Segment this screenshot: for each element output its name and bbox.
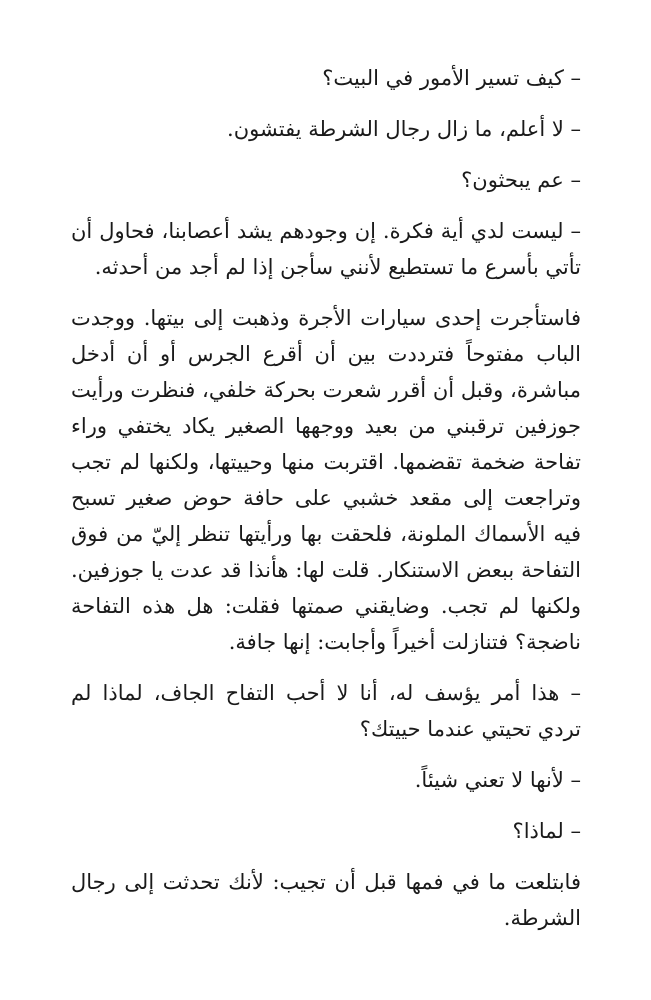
dialogue-line-home-question: – كيف تسير الأمور في البيت؟ — [322, 66, 581, 90]
dialogue-line-what-searching: – عم يبحثون؟ — [461, 168, 581, 192]
narrative-paragraph-police: فابتلعت ما في فمها قبل أن تجيب: لأنك تحدثت إلى رجال الشرطة. — [71, 870, 581, 930]
dialogue-line-means-nothing: – لأنها لا تعني شيئاً. — [414, 768, 581, 792]
page-text-body — [71, 60, 581, 951]
dialogue-line-why: – لماذا؟ — [512, 819, 581, 843]
dialogue-line-no-idea: – ليست لدي أية فكرة. إن وجودهم يشد أعصابنا، فحاول أن تأتي بأسرع ما تستطيع لأنني سأجن إذا لم أجد من أحدثه. — [71, 219, 581, 279]
dialogue-line-dry-apple: – هذا أمر يؤسف له، أنا لا أحب التفاح الجاف، لماذا لم تردي تحيتي عندما حييتك؟ — [71, 681, 581, 741]
narrative-paragraph-josephine: فاستأجرت إحدى سيارات الأجرة وذهبت إلى بيتها. ووجدت الباب مفتوحاً فترددت بين أن أقرع الجرس أو أن أدخل مباشرة، وقبل أن أقرر شعرت بحركة خلفي، فنظرت ورأيت جوزفين ترقبني من بعيد ووجهها الصغير يكاد يختفي وراء تفاحة ضخمة تقضمها. اقتربت منها وحييتها، ولكنها لم تجب وتراجعت إلى مقعد خشبي على حافة حوض صغير تسبح فيه الأسماك الملونة، فلحقت بها ورأيتها تنظر إليّ من فوق التفاحة ببعض الاستنكار. قلت لها: هأنذا قد عدت يا جوزفين. ولكنها لم تجب. وضايقني صمتها فقلت: هل هذه التفاحة ناضجة؟ فتنازلت أخيراً وأجابت: إنها جافة. — [71, 306, 581, 654]
dialogue-line-police-searching: – لا أعلم، ما زال رجال الشرطة يفتشون. — [227, 117, 581, 141]
